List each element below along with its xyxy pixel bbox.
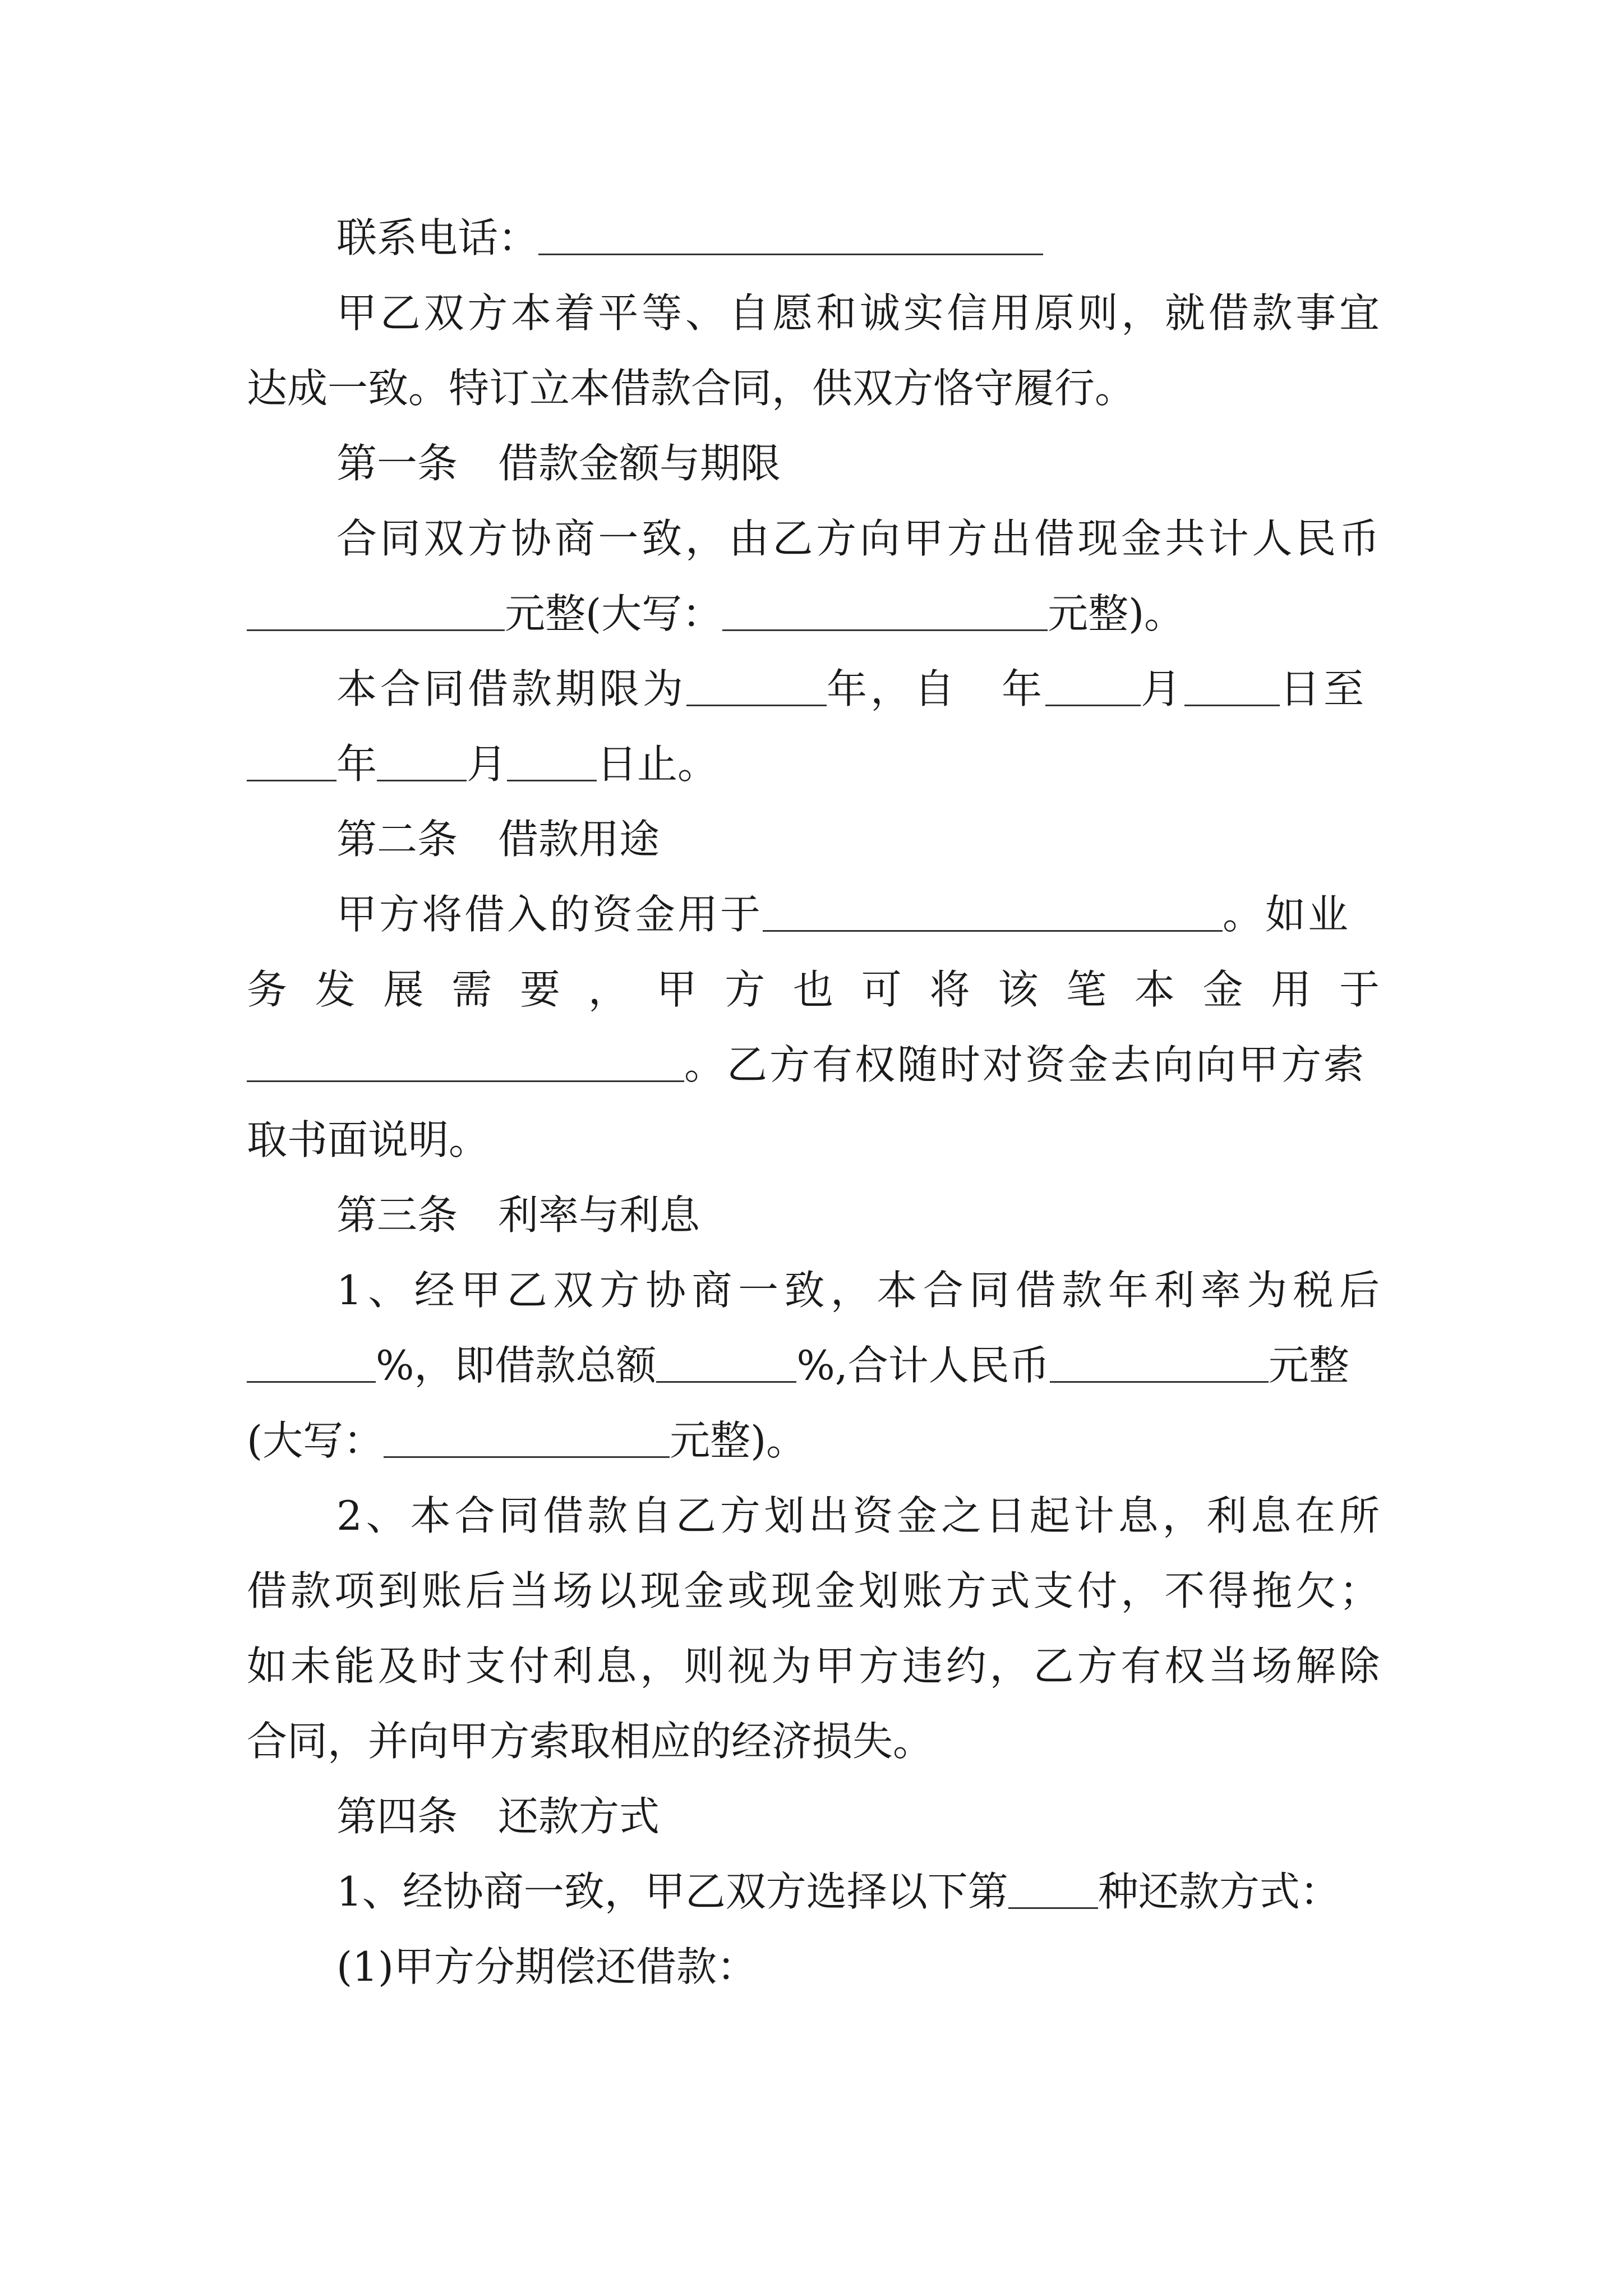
amount-capital-blank[interactable] bbox=[722, 589, 1048, 631]
end-month-blank[interactable] bbox=[377, 739, 467, 781]
term-from-text: 年，自 年 bbox=[827, 665, 1046, 712]
article-3-para-2 bbox=[247, 1337, 1380, 1393]
article-3-para-6: 如未能及时支付利息，则视为甲方违约，乙方有权当场解除 bbox=[247, 1642, 1380, 1690]
intro-line-2: 达成一致。特订立本借款合同，供双方恪守履行。 bbox=[247, 365, 1136, 412]
total-rate-blank[interactable] bbox=[656, 1341, 796, 1383]
article-1-para-3 bbox=[336, 661, 1380, 717]
intro-line-1: 甲乙双方本着平等、自愿和诚实信用原则，就借款事宜 bbox=[336, 289, 1380, 337]
article-4-title: 第四条 还款方式 bbox=[336, 1793, 660, 1840]
article-2-para-4: 取书面说明。 bbox=[247, 1116, 490, 1163]
article-3-para-1: 1、经甲乙双方协商一致，本合同借款年利率为税后 bbox=[336, 1267, 1380, 1314]
total-text: %,合计人民币 bbox=[796, 1342, 1050, 1389]
year-text: 年 bbox=[336, 740, 377, 788]
purpose-blank[interactable] bbox=[763, 890, 1223, 932]
interest-capital-blank[interactable] bbox=[384, 1416, 670, 1458]
article-2-title: 第二条 借款用途 bbox=[336, 816, 660, 863]
article-2-para-1 bbox=[336, 886, 1380, 942]
article-2-para-2: 务发展需要，甲方也可将该笔本金用于 bbox=[247, 966, 1380, 1013]
article-4-para-2: (1)甲方分期偿还借款： bbox=[336, 1943, 757, 1990]
article-3-para-3 bbox=[247, 1412, 1380, 1469]
term-years-blank[interactable] bbox=[686, 664, 827, 706]
purpose-end-text: 。如业 bbox=[1223, 891, 1351, 938]
article-1-title: 第一条 借款金额与期限 bbox=[336, 440, 781, 487]
amount-blank[interactable] bbox=[247, 589, 505, 631]
repay-choice-end: 种还款方式： bbox=[1098, 1868, 1340, 1915]
article-3-para-5: 借款项到账后当场以现金或现金划账方式支付，不得拖欠； bbox=[247, 1567, 1380, 1614]
interest-unit-text: 元整 bbox=[1268, 1342, 1349, 1389]
day-to-text: 日至 bbox=[1280, 665, 1368, 712]
day-end-text: 日止。 bbox=[597, 740, 718, 788]
alt-purpose-text: 。乙方有权随时对资金去向向甲方索 bbox=[684, 1041, 1367, 1088]
start-day-blank[interactable] bbox=[1184, 664, 1280, 706]
article-2-para-3 bbox=[247, 1037, 1380, 1093]
month-text-2: 月 bbox=[467, 740, 508, 788]
contact-phone-blank[interactable] bbox=[538, 213, 1043, 255]
article-1-para-1: 合同双方协商一致，由乙方向甲方出借现金共计人民币 bbox=[336, 515, 1380, 562]
article-3-title: 第三条 利率与利息 bbox=[336, 1191, 700, 1239]
article-1-para-2 bbox=[247, 586, 1380, 642]
repay-choice-blank[interactable] bbox=[1008, 1867, 1098, 1909]
repay-choice-text: 1、经协商一致，甲乙双方选择以下第 bbox=[336, 1868, 1008, 1915]
amount-text: 元整(大写： bbox=[505, 590, 723, 637]
end-day-blank[interactable] bbox=[507, 739, 597, 781]
interest-amount-blank[interactable] bbox=[1050, 1341, 1269, 1383]
term-text: 本合同借款期限为 bbox=[336, 665, 687, 712]
contact-phone-line bbox=[336, 210, 1380, 266]
article-1-para-4 bbox=[247, 736, 1380, 792]
alt-purpose-blank[interactable] bbox=[247, 1040, 684, 1082]
purpose-text: 甲方将借入的资金用于 bbox=[336, 891, 763, 938]
article-3-para-7: 合同，并向甲方索取相应的经济损失。 bbox=[247, 1718, 934, 1765]
month-text: 月 bbox=[1141, 665, 1185, 712]
end-year-blank[interactable] bbox=[247, 739, 336, 781]
interest-capital-end: 元整)。 bbox=[670, 1417, 807, 1464]
rate-text: %，即借款总额 bbox=[376, 1342, 657, 1389]
contact-phone-label: 联系电话： bbox=[336, 214, 539, 261]
rate-blank[interactable] bbox=[247, 1341, 376, 1383]
article-3-para-4: 2、本合同借款自乙方划出资金之日起计息，利息在所 bbox=[336, 1492, 1380, 1539]
start-month-blank[interactable] bbox=[1045, 664, 1141, 706]
article-4-para-1 bbox=[336, 1864, 1380, 1920]
amount-end-text: 元整)。 bbox=[1048, 590, 1185, 637]
interest-capital-text: (大写： bbox=[247, 1417, 384, 1464]
